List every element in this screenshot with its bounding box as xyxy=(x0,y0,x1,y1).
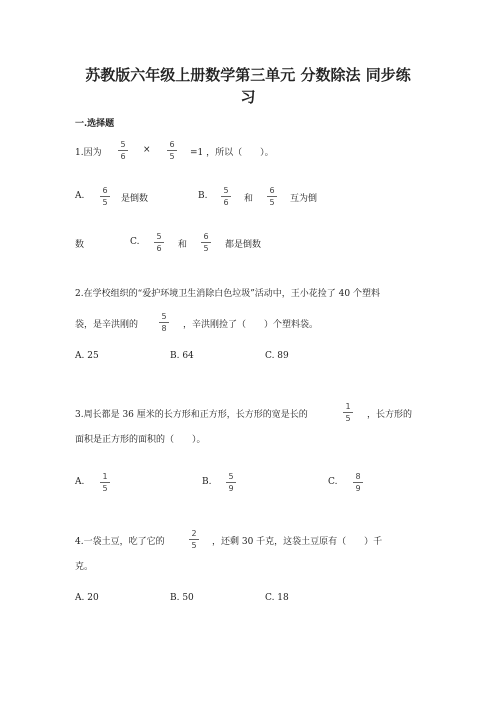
numerator: 5 xyxy=(156,232,162,241)
q1-fraction-1 xyxy=(116,140,130,161)
q3-option-b-fraction xyxy=(224,472,238,493)
numerator: 6 xyxy=(102,186,108,195)
q3-fraction xyxy=(341,402,355,423)
q1-option-b-and: 和 xyxy=(244,194,254,204)
numerator: 6 xyxy=(269,186,275,195)
q4-line-2: 克。 xyxy=(75,562,94,572)
numerator: 6 xyxy=(203,232,209,241)
q2-option-c[interactable]: C. 89 xyxy=(265,351,289,361)
numerator: 5 xyxy=(120,140,126,149)
q3-option-a-label[interactable]: A. xyxy=(75,477,85,487)
q1-option-b-text: 互为倒 xyxy=(290,194,318,204)
q4-line-1-prefix: 4.一袋土豆，吃了它的 xyxy=(75,537,165,547)
numerator: 1 xyxy=(102,472,108,481)
q2-line-2-suffix: ，辛洪刚捡了（ ）个塑料袋。 xyxy=(183,320,319,330)
denominator: 6 xyxy=(223,198,229,207)
denominator: 6 xyxy=(120,152,126,161)
q1-option-a-label[interactable]: A. xyxy=(75,191,85,201)
numerator: 5 xyxy=(161,312,167,321)
q1-option-b-fraction-1 xyxy=(219,186,233,207)
times-sign: × xyxy=(143,145,151,155)
denominator: 5 xyxy=(169,152,175,161)
q1-option-b-text-continued: 数 xyxy=(75,240,85,250)
denominator: 5 xyxy=(102,198,108,207)
q3-option-a-fraction xyxy=(98,472,112,493)
q1-suffix: =1 ，所以（ ）。 xyxy=(190,148,274,158)
denominator: 6 xyxy=(156,244,162,253)
q1-option-c-fraction-2 xyxy=(199,232,213,253)
numerator: 5 xyxy=(223,186,229,195)
q1-option-c-fraction-1 xyxy=(152,232,166,253)
q1-option-c-label[interactable]: C. xyxy=(130,237,140,247)
title-line-2: 习 xyxy=(240,88,256,106)
denominator: 9 xyxy=(355,484,361,493)
q3-line-2: 面积是正方形的面积的（ ）。 xyxy=(75,435,206,445)
denominator: 5 xyxy=(345,414,351,423)
q1-option-c-and: 和 xyxy=(178,240,188,250)
q1-option-b-label[interactable]: B. xyxy=(198,191,208,201)
q3-line-1-suffix: ，长方形的 xyxy=(367,410,413,420)
denominator: 5 xyxy=(269,198,275,207)
q1-option-a-fraction xyxy=(98,186,112,207)
q4-option-a[interactable]: A. 20 xyxy=(75,593,99,603)
q1-fraction-2 xyxy=(165,140,179,161)
q2-fraction xyxy=(157,312,171,333)
denominator: 5 xyxy=(102,484,108,493)
q4-line-1-suffix: ，还剩 30 千克，这袋土豆原有（ ）千 xyxy=(212,537,383,547)
numerator: 5 xyxy=(228,472,234,481)
q3-option-c-fraction xyxy=(351,472,365,493)
q4-option-c[interactable]: C. 18 xyxy=(265,593,289,603)
q1-option-b-fraction-2 xyxy=(265,186,279,207)
q4-fraction xyxy=(187,529,201,550)
q1-option-c-text: 都是倒数 xyxy=(225,240,262,250)
numerator: 2 xyxy=(191,529,197,538)
denominator: 5 xyxy=(203,244,209,253)
numerator: 1 xyxy=(345,402,351,411)
q2-line-2-prefix: 袋，是辛洪刚的 xyxy=(75,320,139,330)
denominator: 9 xyxy=(228,484,234,493)
q3-option-b-label[interactable]: B. xyxy=(202,477,212,487)
q1-option-a-text: 是倒数 xyxy=(121,194,149,204)
denominator: 8 xyxy=(161,324,167,333)
numerator: 6 xyxy=(169,140,175,149)
q2-option-b[interactable]: B. 64 xyxy=(170,351,194,361)
section-heading: 一.选择题 xyxy=(75,119,115,129)
q3-line-1-prefix: 3.周长都是 36 厘米的长方形和正方形，长方形的宽是长的 xyxy=(75,410,308,420)
q2-line-1: 2.在学校组织的“爱护环境卫生消除白色垃圾”活动中，王小花捡了 40 个塑料 xyxy=(75,289,380,299)
q1-prefix: 1.因为 xyxy=(75,148,102,158)
q2-option-a[interactable]: A. 25 xyxy=(75,351,99,361)
title-line-1: 苏教版六年级上册数学第三单元 分数除法 同步练 xyxy=(85,66,411,84)
q4-option-b[interactable]: B. 50 xyxy=(170,593,194,603)
denominator: 5 xyxy=(191,541,197,550)
q3-option-c-label[interactable]: C. xyxy=(328,477,338,487)
page-title xyxy=(0,64,496,108)
numerator: 8 xyxy=(355,472,361,481)
